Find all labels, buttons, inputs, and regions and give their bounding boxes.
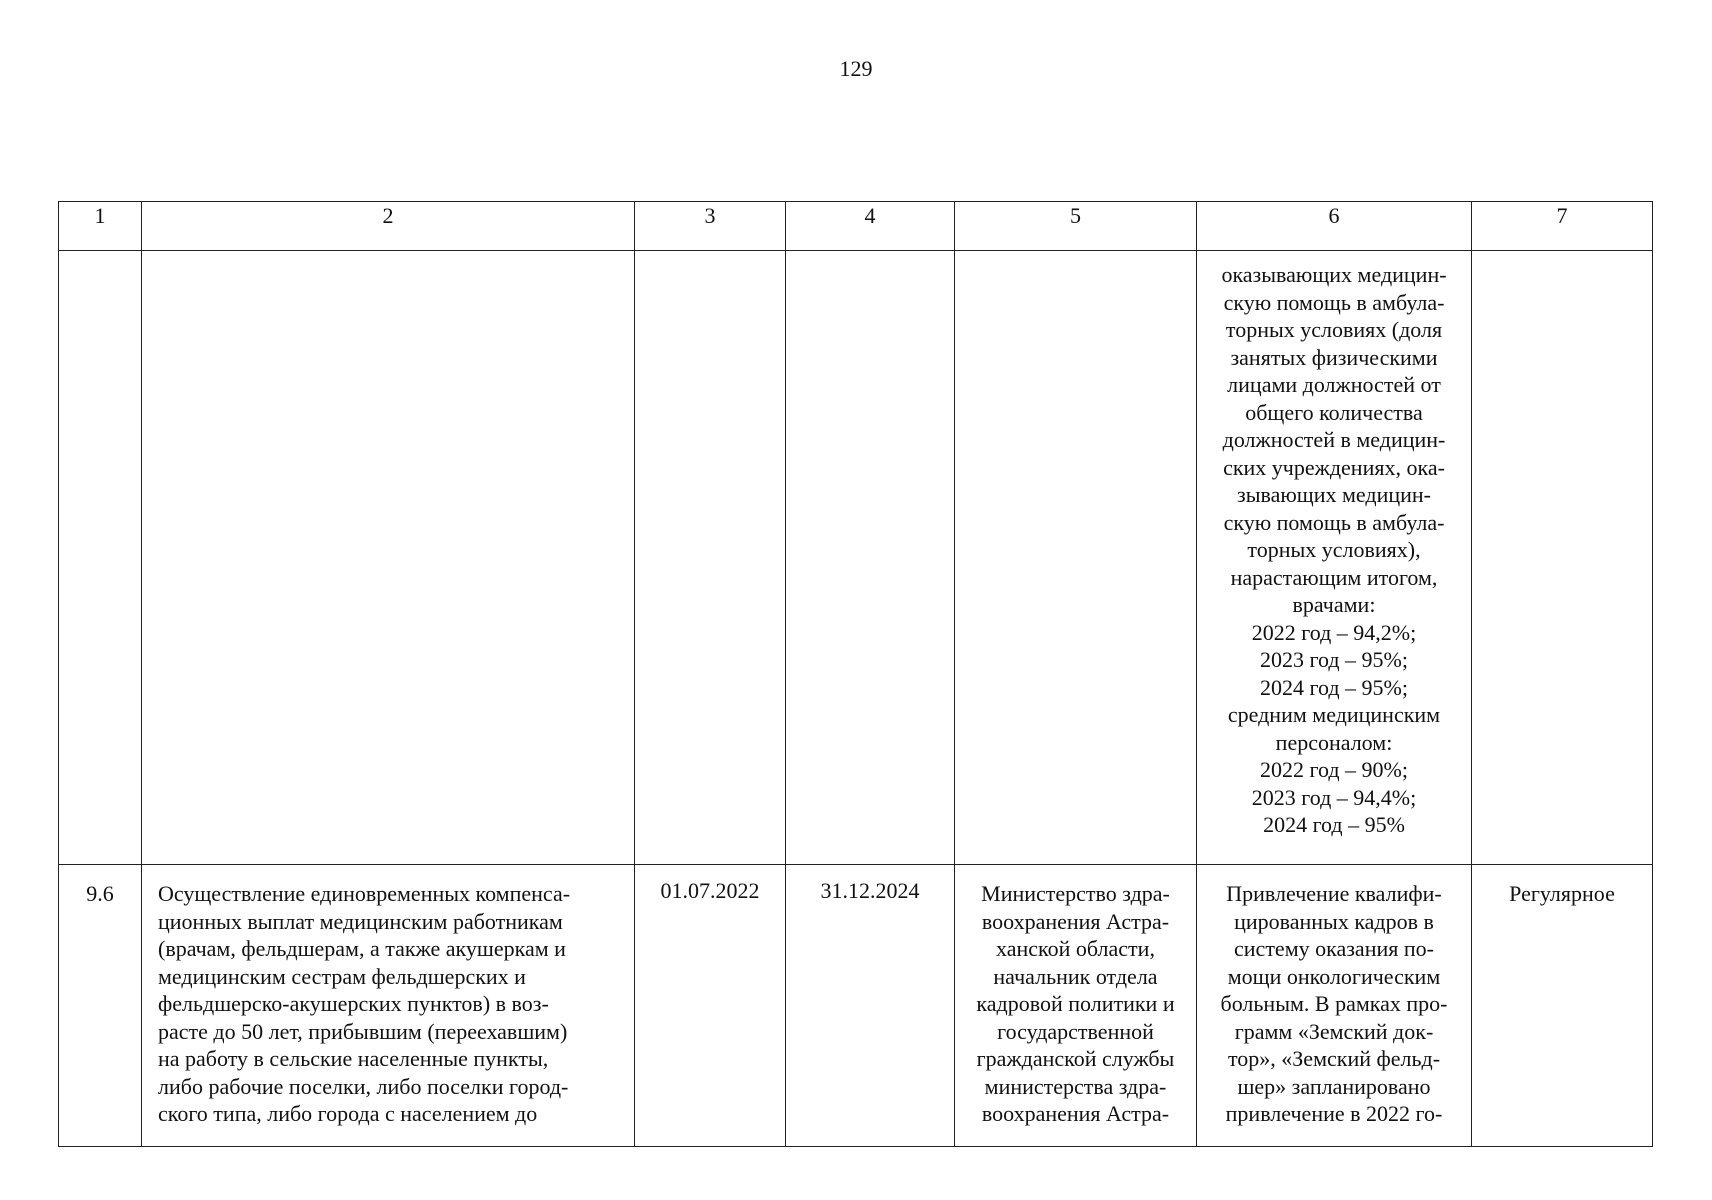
indicator-line: нарастающим итогом, [1230, 564, 1438, 590]
column-number-text: 6 [1328, 203, 1340, 228]
end-date-cell: 31.12.2024 [786, 865, 955, 1147]
result-line: привлечение в 2022 го- [1225, 1101, 1443, 1126]
continued-cell-3 [635, 251, 786, 865]
column-number-7 [1472, 202, 1653, 251]
column-number-5 [955, 202, 1197, 251]
column-number-text: 2 [382, 203, 394, 228]
indicator-line: 2023 год – 95%; [1260, 647, 1408, 672]
indicator-line: торных условиях (доля [1225, 317, 1443, 342]
continued-cell-7 [1472, 251, 1653, 865]
description-line: ционных выплат медицинским работникам [158, 908, 563, 934]
responsible-line: начальник отдела [993, 963, 1158, 989]
column-number-3 [635, 202, 786, 251]
responsible-line: воохранения Астра- [981, 1101, 1170, 1126]
continued-indicator-cell [1197, 251, 1472, 865]
responsible-line: кадровой политики и [976, 991, 1175, 1016]
row-number-cell: 9.6 [59, 865, 142, 1147]
column-number-text: 3 [704, 203, 716, 228]
column-number-text: 4 [864, 203, 876, 228]
indicator-line: должностей в медицин- [1222, 427, 1446, 452]
table-row-9-6 [59, 865, 1653, 1147]
column-number-4 [786, 202, 955, 251]
continued-cell-1 [59, 251, 142, 865]
start-date-cell: 01.07.2022 [635, 865, 786, 1147]
description-line: фельдшерско-акушерских пунктов) в воз- [158, 991, 549, 1016]
description-line: Осуществление единовременных компенса- [158, 881, 571, 906]
indicator-line: персоналом: [1275, 729, 1393, 755]
indicator-line: 2024 год – 95%; [1260, 674, 1408, 700]
result-line: тор», «Земский фельд- [1227, 1046, 1441, 1071]
continued-cell-5 [955, 251, 1197, 865]
continued-cell-4 [786, 251, 955, 865]
indicator-line: врачами: [1292, 592, 1376, 617]
indicator-line: 2022 год – 94,2%; [1251, 619, 1417, 645]
result-cell [1197, 865, 1472, 1147]
responsible-line: воохранения Астра- [981, 908, 1170, 934]
continued-cell-2 [142, 251, 635, 865]
column-number-1 [59, 202, 142, 251]
continued-row [59, 251, 1653, 865]
description-line: ского типа, либо города с населением до [158, 1101, 538, 1126]
column-number-6 [1197, 202, 1472, 251]
page-number: 129 [839, 56, 873, 81]
type-cell: Регулярное [1472, 865, 1653, 1147]
result-line: шер» запланировано [1237, 1073, 1431, 1099]
indicator-line: скую помощь в амбула- [1223, 289, 1445, 315]
result-line: мощи онкологическим [1227, 963, 1441, 989]
column-number-text: 7 [1556, 203, 1568, 228]
column-number-row [59, 202, 1653, 251]
column-number-text: 5 [1070, 203, 1081, 228]
description-line: либо рабочие поселки, либо поселки город- [158, 1073, 569, 1099]
description-line: медицинским сестрам фельдшерских и [158, 963, 526, 989]
description-line: расте до 50 лет, прибывшим (переехавшим) [158, 1018, 568, 1044]
result-line: Привлечение квалифи- [1226, 881, 1442, 906]
description-line: на работу в сельские населенные пункты, [158, 1046, 549, 1071]
column-number-text: 1 [94, 203, 106, 228]
responsible-line: министерства здра- [984, 1073, 1167, 1099]
responsible-line: Министерство здра- [981, 881, 1170, 906]
responsible-cell [955, 865, 1197, 1147]
indicator-line: скую помощь в амбула- [1223, 509, 1445, 535]
indicator-line: 2024 год – 95% [1263, 812, 1405, 837]
measure-description-cell [142, 865, 635, 1147]
result-line: грамм «Земский док- [1234, 1018, 1434, 1044]
indicator-line: зывающих медицин- [1237, 482, 1431, 507]
indicator-line: ских учреждениях, ока- [1223, 454, 1445, 480]
column-number-2 [142, 202, 635, 251]
responsible-line: государственной [997, 1018, 1154, 1044]
result-line: больным. В рамках про- [1220, 991, 1448, 1016]
indicator-line: занятых физическими [1230, 344, 1438, 370]
indicator-line: 2022 год – 90%; [1260, 757, 1408, 782]
indicator-line: 2023 год – 94,4%; [1251, 784, 1417, 810]
indicator-line: средним медицинским [1227, 702, 1441, 727]
responsible-line: ханской области, [996, 936, 1155, 961]
indicator-line: лицами должностей от [1227, 372, 1441, 397]
result-line: цированных кадров в [1234, 908, 1434, 934]
description-line: (врачам, фельдшерам, а также акушеркам и [158, 936, 566, 961]
responsible-line: гражданской службы [976, 1046, 1175, 1071]
indicator-line: торных условиях), [1247, 537, 1421, 562]
result-line: систему оказания по- [1234, 936, 1434, 961]
indicator-line: оказывающих медицин- [1221, 262, 1447, 287]
indicator-line: общего количества [1245, 399, 1423, 425]
main-table [58, 201, 1652, 1147]
